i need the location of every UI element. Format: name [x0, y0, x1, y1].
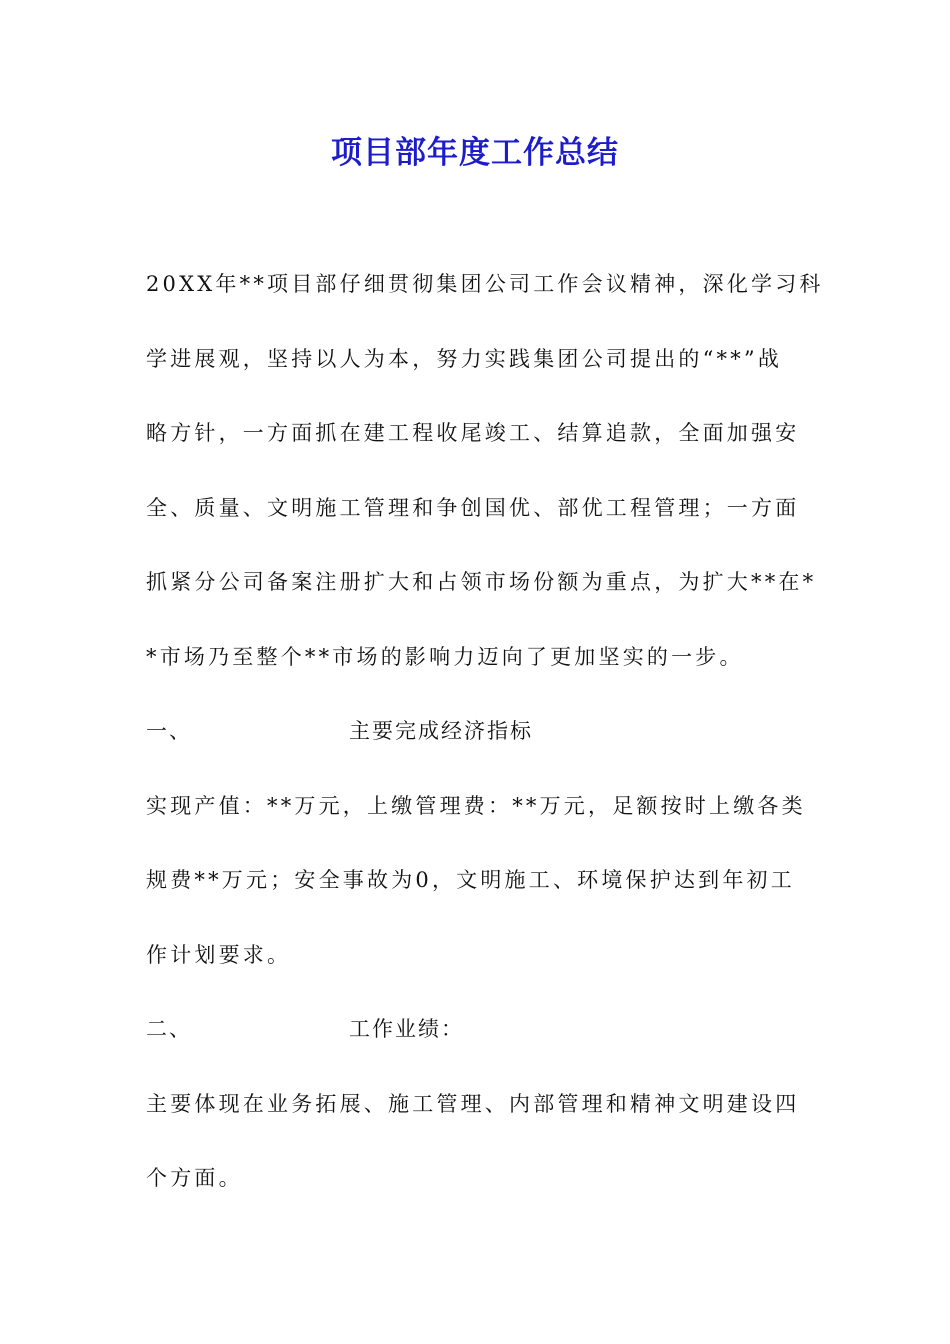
paragraph-achievements [146, 1079, 816, 1228]
paragraph-line: 学进展观，坚持以人为本，努力实践集团公司提出的“**”战 [146, 346, 783, 371]
paragraph-line: 抓紧分公司备案注册扩大和占领市场份额为重点，为扩大**在* [146, 570, 817, 594]
paragraph-line: 略方针，一方面抓在建工程收尾竣工、结算追款，全面加强安 [146, 421, 800, 445]
paragraph-indicators [146, 781, 816, 1005]
paragraph-intro [146, 259, 824, 706]
paragraph-line: 作计划要求。 [146, 942, 292, 967]
section-number: 一、 [146, 719, 192, 743]
paragraph-line: 20XX年**项目部仔细贯彻集团公司工作会议精神，深化学习科 [146, 272, 824, 296]
section-heading-economic-indicators [146, 706, 816, 781]
document-title: 项目部年度工作总结 [331, 135, 619, 171]
section-number: 二、 [146, 1017, 192, 1041]
section-heading-achievements [146, 1004, 816, 1079]
paragraph-line: 规费**万元；安全事故为0，文明施工、环境保护达到年初工 [146, 868, 795, 892]
paragraph-line: 个方面。 [146, 1166, 243, 1190]
paragraph-line: 全、质量、文明施工管理和争创国优、部优工程管理；一方面 [146, 495, 800, 520]
paragraph-line: 实现产值：**万元，上缴管理费：**万元，足额按时上缴各类 [146, 793, 806, 818]
paragraph-line: *市场乃至整个**市场的影响力迈向了更加坚实的一步。 [146, 644, 744, 669]
section-heading-text: 工作业绩： [349, 1017, 464, 1041]
section-heading-text: 主要完成经济指标 [349, 719, 533, 743]
document-body [146, 259, 824, 1228]
paragraph-line: 主要体现在业务拓展、施工管理、内部管理和精神文明建设四 [146, 1091, 800, 1116]
